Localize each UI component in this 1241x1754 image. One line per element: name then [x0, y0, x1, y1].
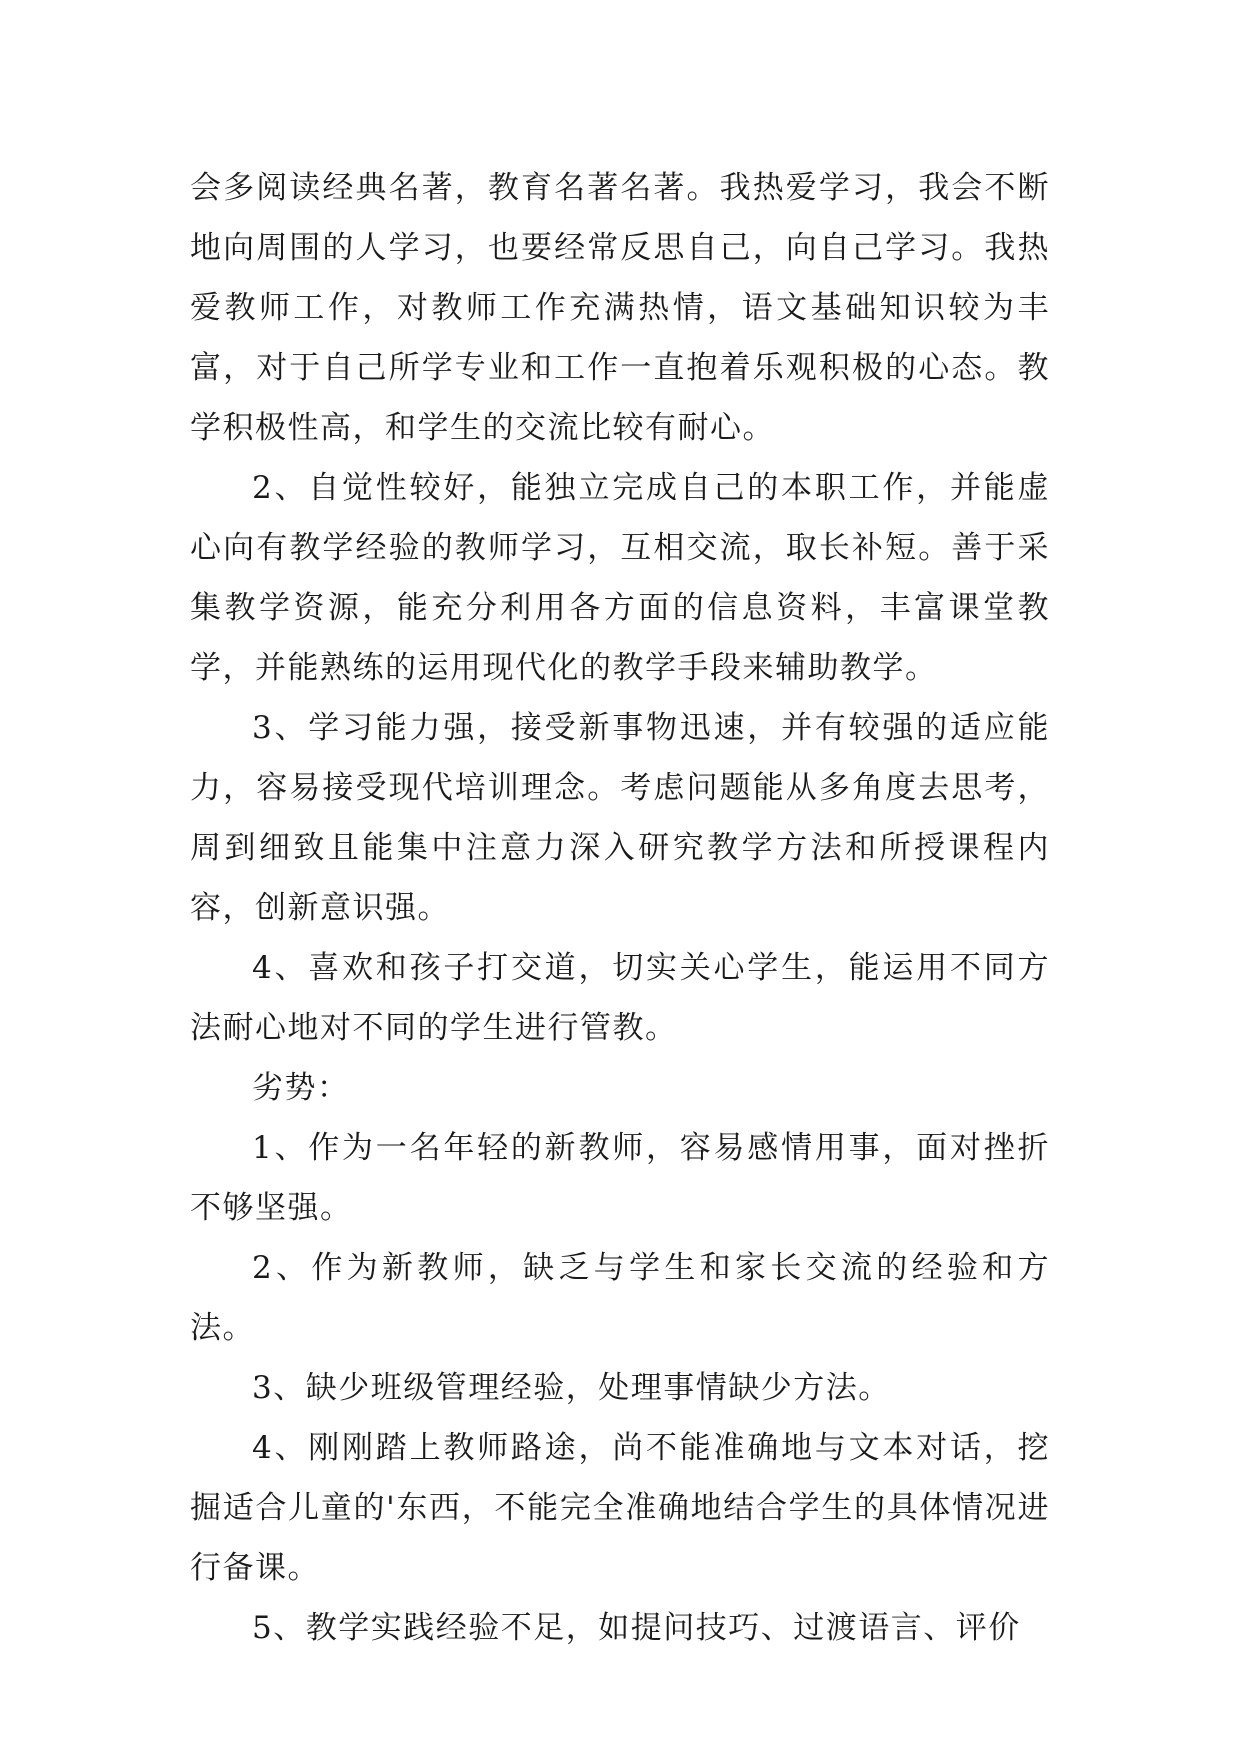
paragraph-weakness-3: 3、缺少班级管理经验，处理事情缺少方法。	[252, 1370, 891, 1406]
paragraph-continuation: 会多阅读经典名著，教育名著名著。我热爱学习，我会不断地向周围的人学习，也要经常反思自己，向自己学习。我热爱教师工作，对教师工作充满热情，语文基础知识较为丰富，对于自己所学专业和工作一直抱着乐观积极的心态。教学积极性高，和学生的交流比较有耐心。	[190, 170, 1050, 446]
paragraph-strength-3: 3、学习能力强，接受新事物迅速，并有较强的适应能力，容易接受现代培训理念。考虑问题能从多角度去思考，周到细致且能集中注意力深入研究教学方法和所授课程内容，创新意识强。	[190, 710, 1050, 926]
paragraph-weakness-1: 1、作为一名年轻的新教师，容易感情用事，面对挫折不够坚强。	[190, 1130, 1050, 1226]
paragraph-weakness-4: 4、刚刚踏上教师路途，尚不能准确地与文本对话，挖掘适合儿童的'东西，不能完全准确地结合学生的具体情况进行备课。	[190, 1430, 1050, 1586]
paragraph-strength-4: 4、喜欢和孩子打交道，切实关心学生，能运用不同方法耐心地对不同的学生进行管教。	[190, 950, 1050, 1046]
paragraph-strength-2: 2、自觉性较好，能独立完成自己的本职工作，并能虚心向有教学经验的教师学习，互相交流，取长补短。善于采集教学资源，能充分利用各方面的信息资料，丰富课堂教学，并能熟练的运用现代化的教学手段来辅助教学。	[190, 470, 1050, 686]
document-body	[190, 158, 1050, 1658]
paragraph-weakness-2: 2、作为新教师，缺乏与学生和家长交流的经验和方法。	[190, 1250, 1050, 1346]
paragraph-weakness-5: 5、教学实践经验不足，如提问技巧、过渡语言、评价	[252, 1610, 1021, 1646]
section-heading-weakness: 劣势：	[252, 1070, 350, 1106]
